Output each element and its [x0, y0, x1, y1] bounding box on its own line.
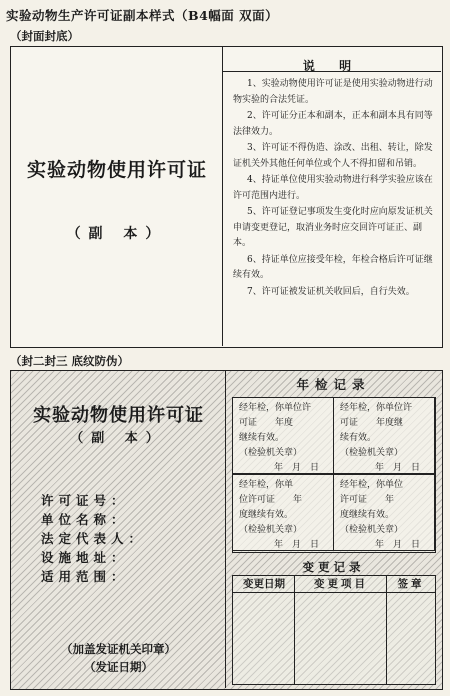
changes-header-seal: 签章 — [397, 578, 425, 590]
note-item: 1、实验动物使用许可证是使用实验动物进行动物实验的合法凭证。 — [233, 79, 433, 105]
cell-line: 经年检，你单位许 — [340, 403, 413, 413]
cell-line: （检验机关章） — [340, 525, 404, 535]
note-item: 3、许可证不得伪造、涂改、出租、转让，除发证机关外其他任何单位或个人不得扣留和吊销。 — [233, 143, 433, 169]
note-item: 6、持证单位应接受年检，年检合格后许可证继续有效。 — [233, 254, 433, 280]
cell-date: 年 月 日 — [273, 540, 319, 550]
annual-grid — [232, 397, 436, 553]
issue-date: （发证日期） — [84, 660, 153, 674]
field-legal-representative: 法定代表人： — [41, 531, 147, 546]
changes-header-date: 变更日期 — [243, 578, 285, 590]
cell-line: 度继续有效。 — [239, 510, 294, 520]
section-label-inner: （封二封三 底纹防伪） — [10, 354, 130, 368]
cell-date: 年 月 日 — [374, 540, 420, 550]
cover-front — [11, 47, 223, 346]
changes-table — [232, 575, 436, 685]
note-item: 4、持证单位使用实验动物进行科学实验应该在许可范围内进行。 — [233, 175, 433, 201]
cell-date: 年 月 日 — [374, 463, 420, 473]
cell-line: 继续有效。 — [239, 433, 285, 443]
inner-panel — [10, 370, 443, 690]
cover-title: 实验动物使用许可证 — [26, 159, 207, 181]
annual-cell — [232, 474, 334, 551]
changes-header-rule — [233, 592, 435, 593]
seal-note: （加盖发证机关印章） — [61, 642, 176, 656]
cell-line: 度继续有效。 — [340, 510, 395, 520]
note-item: 5、许可证登记事项发生变化时应向原发证机关申请变更登记，取消业务时应交回许可证正、副本。 — [233, 207, 433, 248]
field-facility-address: 设施地址： — [41, 550, 129, 565]
field-list — [41, 491, 146, 586]
field-scope: 适用范围： — [41, 569, 129, 584]
cell-line: （检验机关章） — [340, 448, 404, 458]
section-label-cover: （封面封底） — [10, 29, 79, 43]
cell-line: 经年检，你单位许 — [239, 403, 312, 413]
cell-date: 年 月 日 — [273, 463, 319, 473]
notes-title: 说 明 — [302, 59, 362, 73]
inner-title: 实验动物使用许可证 — [33, 405, 204, 426]
annual-cell — [333, 397, 435, 474]
cell-line: 续有效。 — [340, 433, 377, 443]
cell-line: （检验机关章） — [239, 525, 303, 535]
cover-copy-label: （副 本） — [66, 226, 168, 242]
note-item: 7、许可证被发证机关收回后，自行失效。 — [247, 286, 415, 297]
cell-line: 位许可证 年 — [239, 495, 303, 505]
notes-panel — [223, 47, 441, 346]
cell-line: 可证 年度 — [239, 418, 294, 428]
annual-cell — [232, 397, 334, 474]
page-heading: 实验动物生产许可证副本样式（B4幅面 双面） — [6, 8, 279, 23]
cell-line: 经年检，你单 — [239, 480, 294, 490]
field-unit-name: 单位名称： — [41, 512, 129, 527]
cover-panel — [10, 46, 443, 348]
field-license-number: 许可证号： — [41, 493, 129, 508]
cell-line: 许可证 年 — [340, 495, 395, 505]
inner-copy-label: （副 本） — [70, 431, 167, 446]
cell-line: 经年检，你单位 — [340, 480, 404, 490]
note-item: 2、许可证分正本和副本，正本和副本具有同等法律效力。 — [233, 111, 433, 137]
changes-title: 变更记录 — [302, 560, 365, 574]
cell-line: 可证 年度继 — [340, 418, 404, 428]
annual-cell — [333, 474, 435, 551]
notes-divider — [223, 71, 441, 72]
changes-header-item: 变更项目 — [314, 578, 368, 590]
annual-title: 年检记录 — [296, 377, 371, 392]
notes-list — [233, 77, 437, 301]
inner-right — [226, 371, 441, 688]
inner-left — [11, 371, 226, 688]
cell-line: （检验机关章） — [239, 448, 303, 458]
